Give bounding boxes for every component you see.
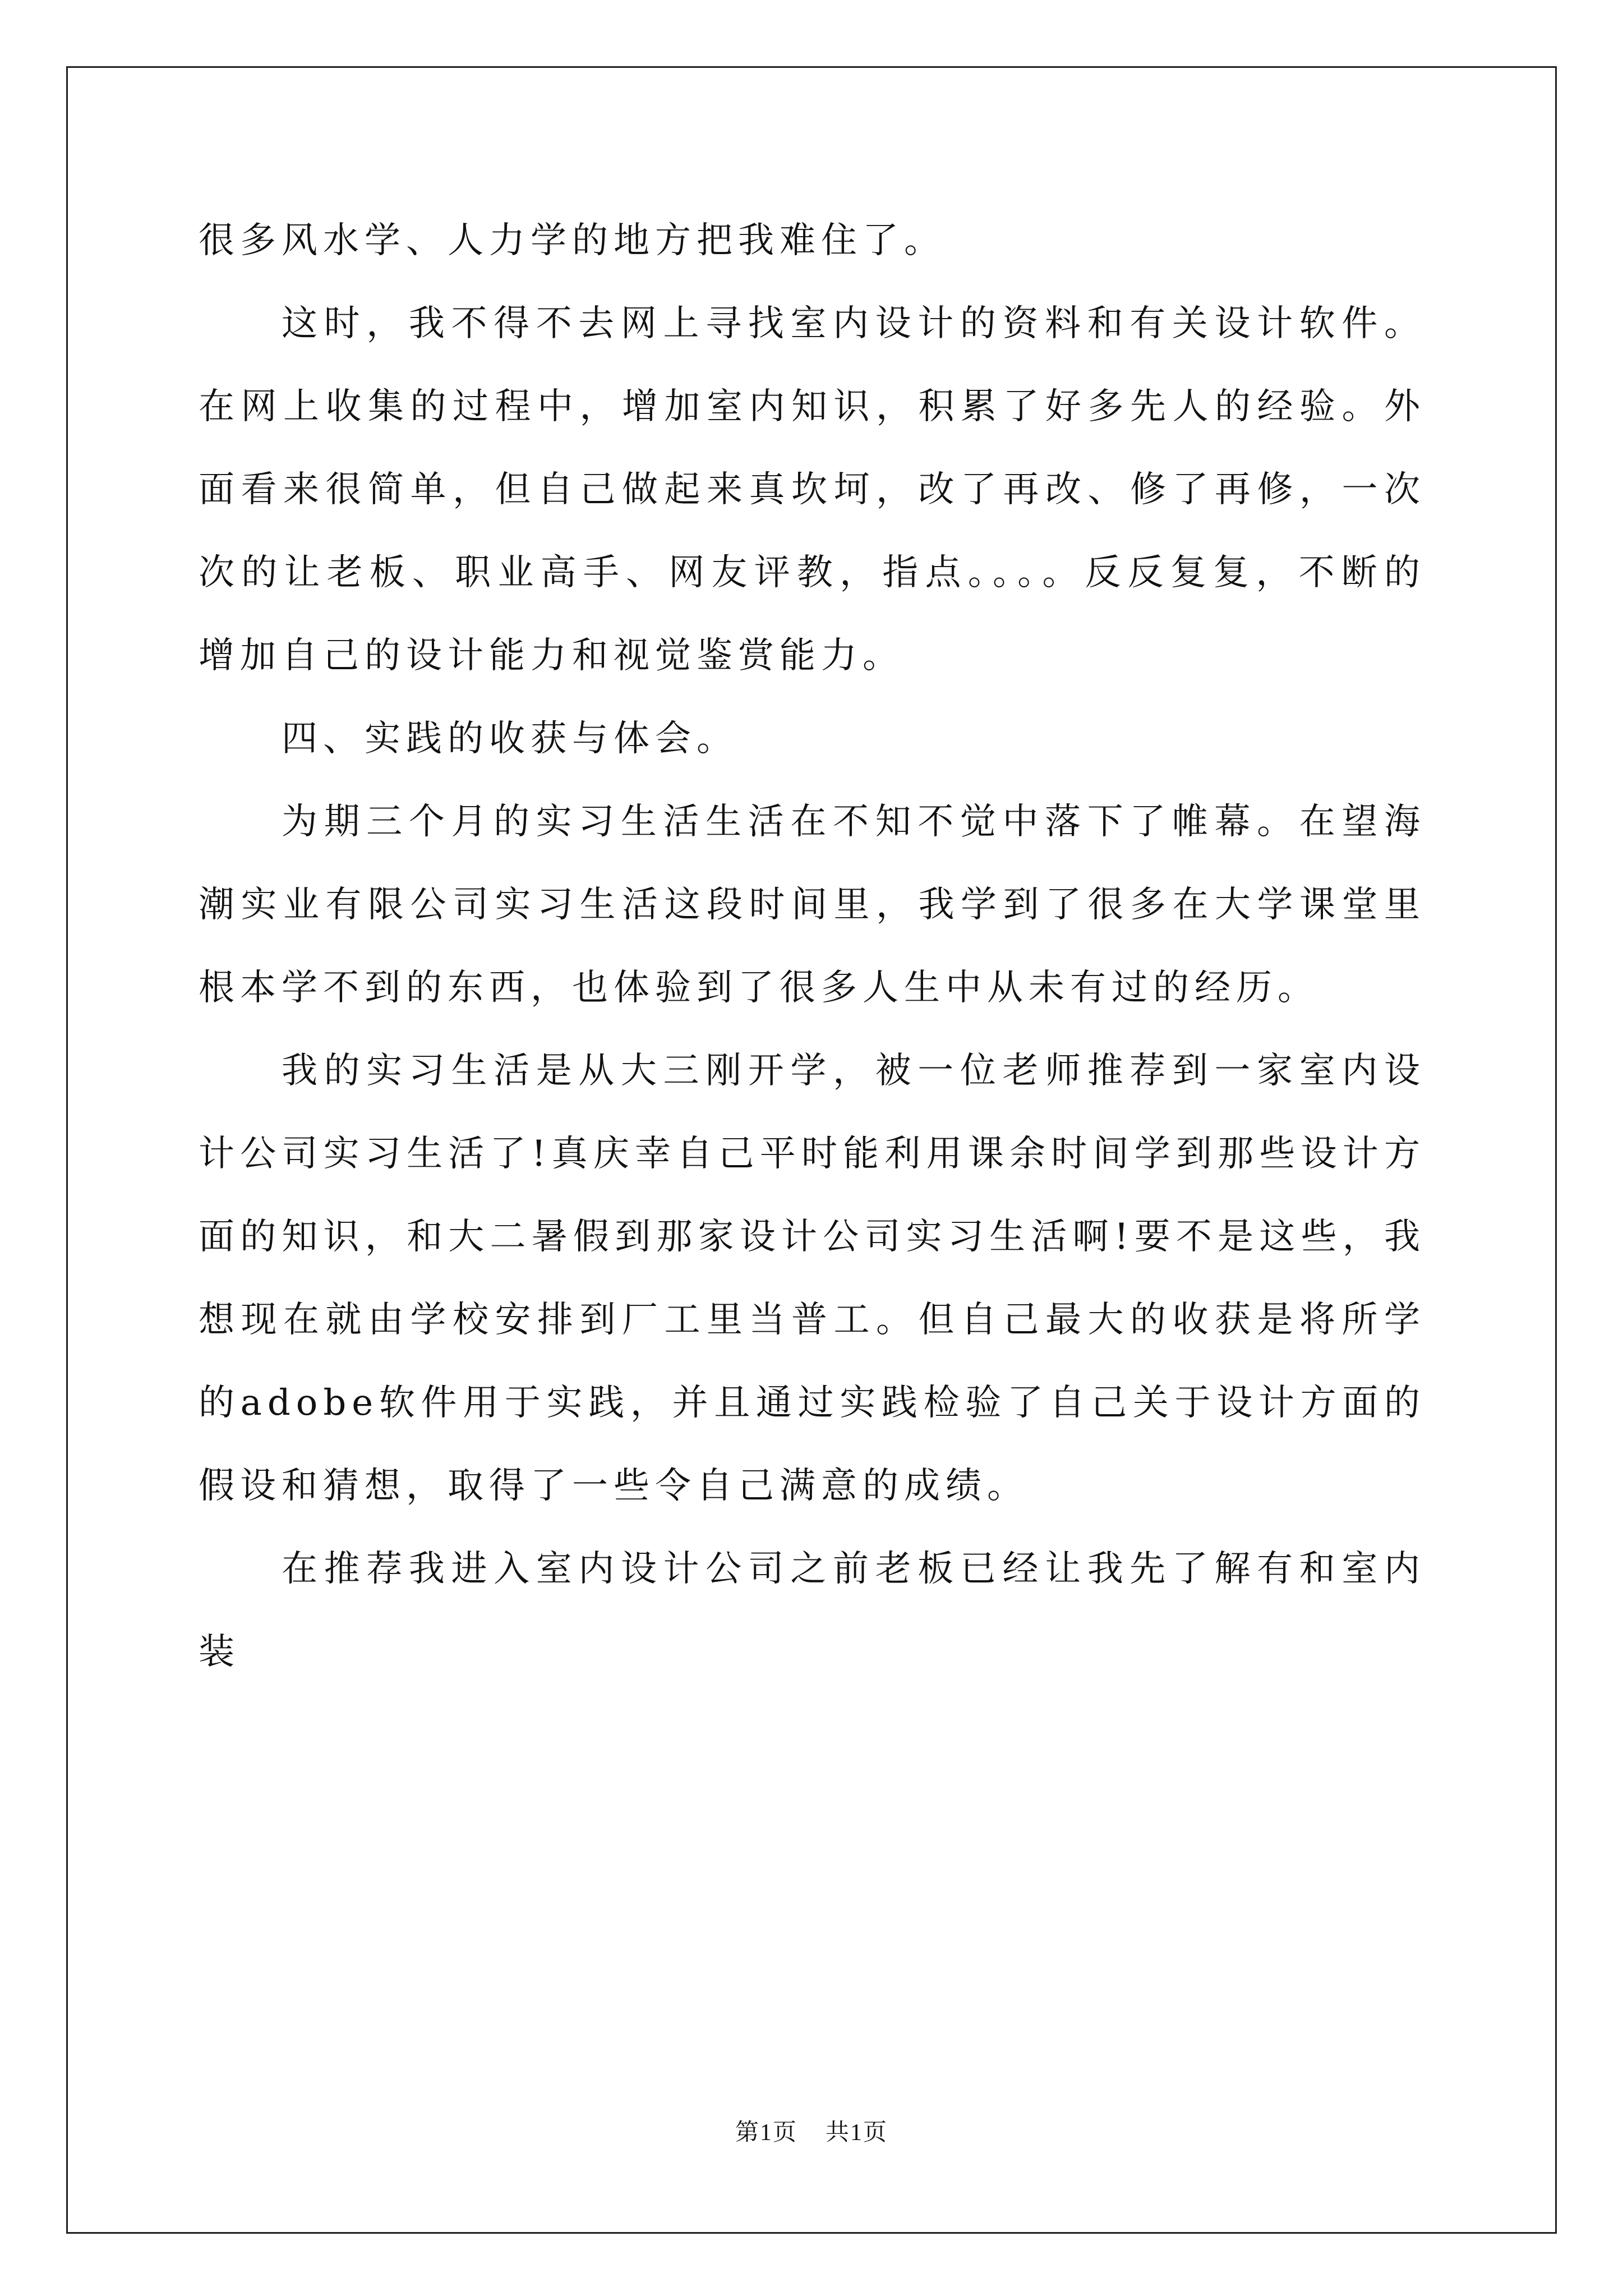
document-body xyxy=(199,199,1426,1694)
paragraph-internship-summary: 为期三个月的实习生活生活在不知不觉中落下了帷幕。在望海潮实业有限公司实习生活这段时间里，我学到了很多在大学课堂里根本学不到的东西，也体验到了很多人生中从未有过的经历。 xyxy=(199,801,1426,1009)
paragraph-continuation: 很多风水学、人力学的地方把我难住了。 xyxy=(199,220,946,261)
paragraph-research: 这时，我不得不去网上寻找室内设计的资料和有关设计软件。在网上收集的过程中，增加室内知识，积累了好多先人的经验。外面看来很简单，但自己做起来真坎坷，改了再改、修了再修，一次次的让老板、职业高手、网友评教，指点。。。。反反复复，不断的增加自己的设计能力和视觉鉴赏能力。 xyxy=(199,303,1426,677)
page-number-total: 共1页 xyxy=(826,2120,888,2146)
paragraph-recommendation: 在推荐我进入室内设计公司之前老板已经让我先了解有和室内装 xyxy=(199,1548,1426,1673)
page-number-current: 第1页 xyxy=(735,2120,797,2146)
paragraph-internship-detail: 我的实习生活是从大三刚开学，被一位老师推荐到一家室内设计公司实习生活了!真庆幸自己平时能利用课余时间学到那些设计方面的知识，和大二暑假到那家设计公司实习生活啊!要不是这些，我想现在就由学校安排到厂工里当普工。但自己最大的收获是将所学的adobe软件用于实践，并且通过实践检验了自己关于设计方面的假设和猜想，取得了一些令自己满意的成绩。 xyxy=(199,1050,1426,1507)
section-heading: 四、实践的收获与体会。 xyxy=(282,718,738,760)
page-footer xyxy=(0,2114,1623,2147)
